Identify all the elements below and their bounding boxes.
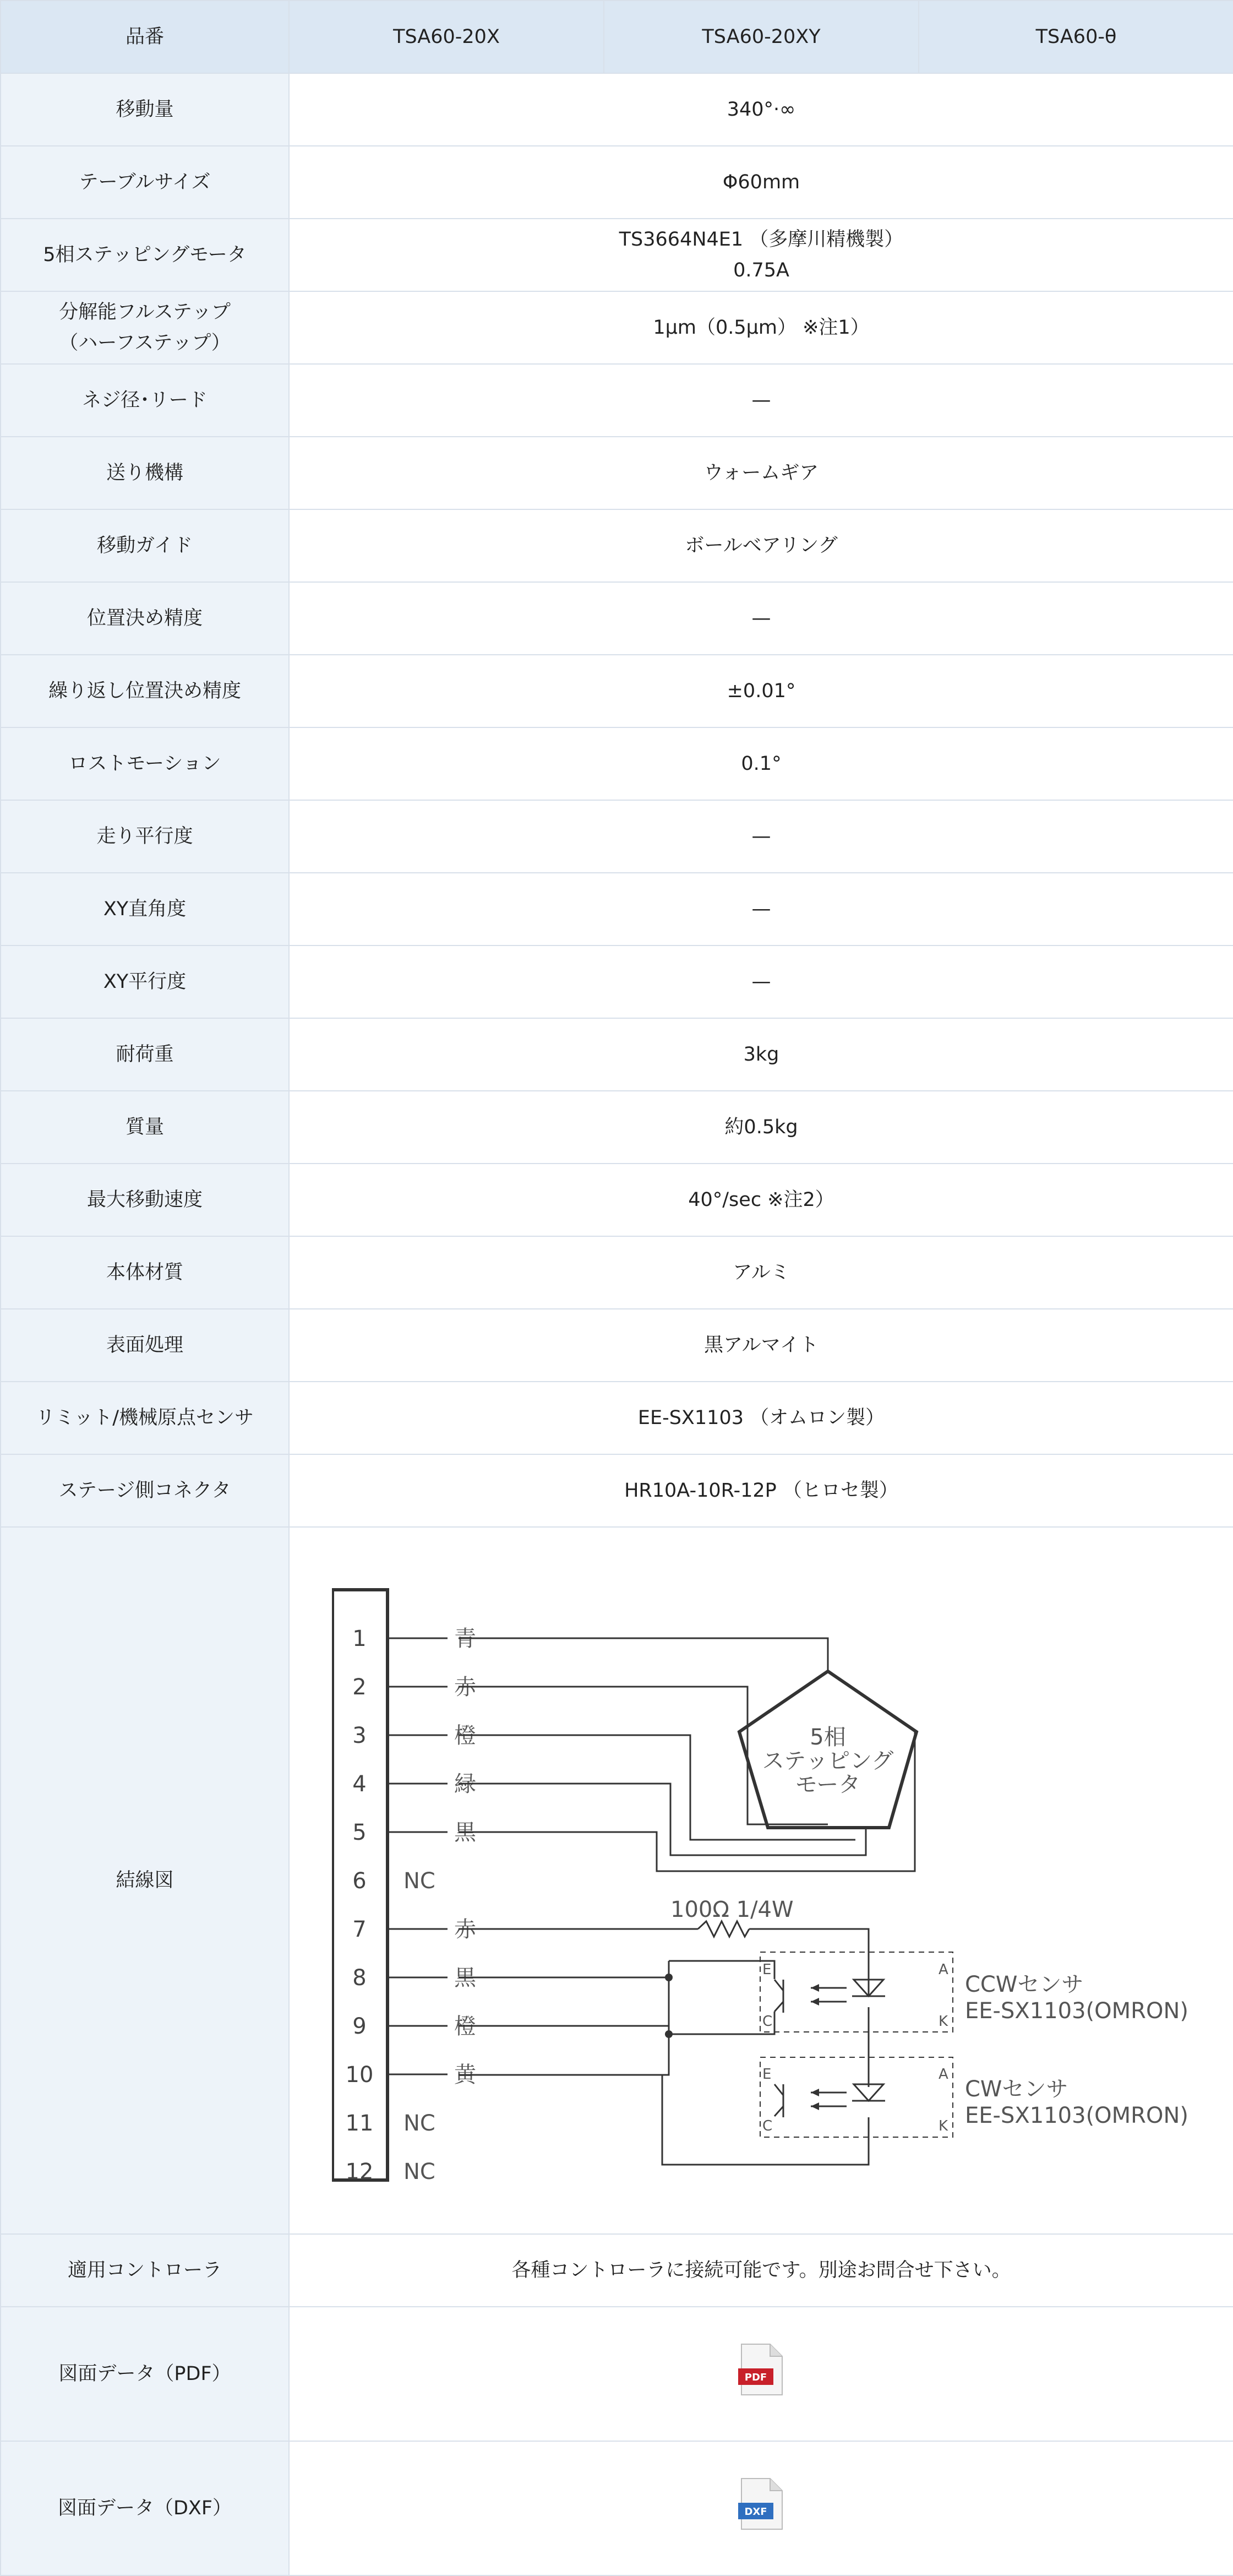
row-label	[1, 800, 289, 873]
spec-row	[1, 364, 1233, 437]
connector-pins	[346, 1626, 477, 2184]
spec-row	[1, 219, 1233, 291]
row-value-text: 1μm（0.5μm） ※注1）	[653, 317, 870, 339]
row-label	[1, 73, 289, 146]
svg-text:A: A	[939, 1961, 948, 1978]
row-label	[1, 146, 289, 219]
row-value-text: 340°·∞	[727, 99, 796, 121]
row-label-text: 走り平行度	[96, 825, 193, 847]
row-label-text: 最大移動速度	[86, 1189, 203, 1211]
row-label	[1, 727, 289, 800]
motor-label	[762, 1725, 893, 1797]
row-value-text: 黒アルマイト	[704, 1334, 819, 1356]
wire-color-label: 緑	[454, 1771, 476, 1797]
row-value	[289, 582, 1233, 655]
header-row	[1, 1, 1233, 73]
row-value	[289, 291, 1233, 364]
wire-color-label: 赤	[454, 1917, 476, 1942]
row-value	[289, 437, 1233, 509]
row-label-text: XY直角度	[103, 898, 187, 920]
row-value	[289, 873, 1233, 945]
row-value	[289, 509, 1233, 582]
spec-row	[1, 1454, 1233, 1527]
spec-row	[1, 655, 1233, 727]
motor-label-line: ステッピング	[762, 1748, 894, 1774]
row-label	[1, 509, 289, 582]
row-value-text: Φ60mm	[722, 171, 800, 193]
row-label-text: テーブルサイズ	[79, 171, 211, 193]
header-label: 品番	[1, 1, 289, 73]
wire-color-label: 青	[454, 1626, 476, 1651]
row-label-text: ロストモーション	[68, 753, 221, 775]
row-label: 適用コントローラ	[1, 2234, 289, 2307]
wire-color-label: 赤	[454, 1675, 476, 1700]
row-label: 図面データ（DXF）	[1, 2441, 289, 2575]
row-value-text: —	[751, 607, 771, 629]
row-value	[289, 219, 1233, 291]
row-label	[1, 1236, 289, 1309]
wire-color-label: NC	[403, 2111, 435, 2136]
model-tsa60-20xy: TSA60-20XY	[604, 1, 919, 73]
row-label-subtext: （ハーフステップ）	[59, 332, 231, 354]
svg-text:C: C	[762, 2013, 773, 2030]
pdf-icon-text: PDF	[744, 2371, 767, 2383]
row-label-text: 質量	[125, 1116, 164, 1138]
cw-sensor-box	[760, 2057, 953, 2137]
svg-text:K: K	[939, 2118, 948, 2134]
row-label-text: 本体材質	[106, 1262, 183, 1284]
pin-number: 12	[345, 2159, 374, 2184]
row-value	[289, 146, 1233, 219]
svg-text:K: K	[939, 2013, 948, 2030]
controller-row	[1, 2234, 1233, 2307]
cw-sensor-model: EE-SX1103(OMRON)	[965, 2103, 1188, 2128]
row-value	[289, 945, 1233, 1018]
row-value-text: EE-SX1103 （オムロン製）	[637, 1407, 885, 1429]
row-label-text: XY平行度	[103, 971, 187, 993]
row-label-text: 繰り返し位置決め精度	[48, 680, 241, 702]
drawing-pdf-row	[1, 2307, 1233, 2441]
row-label-text: 耐荷重	[116, 1044, 174, 1066]
wire-color-label: 橙	[454, 2014, 476, 2039]
row-label	[1, 582, 289, 655]
row-value-text: 3kg	[743, 1044, 779, 1066]
ccw-sensor-box	[760, 1952, 953, 2032]
drawing-dxf-cell	[289, 2441, 1233, 2575]
row-label-text: ネジ径･リード	[82, 389, 208, 411]
dxf-file-icon[interactable]	[737, 2476, 785, 2531]
row-value-text: 約0.5kg	[724, 1116, 798, 1138]
row-value-text: アルミ	[733, 1262, 790, 1284]
sensor-pin-labels	[762, 1961, 948, 2134]
spec-row	[1, 1091, 1233, 1164]
spec-row	[1, 437, 1233, 509]
ccw-sensor-model: EE-SX1103(OMRON)	[965, 1998, 1188, 2024]
pdf-file-icon[interactable]	[737, 2342, 785, 2397]
row-value-text: ボールベアリング	[685, 535, 838, 557]
wire-color-label: 黒	[454, 1820, 476, 1845]
svg-text:C: C	[762, 2118, 773, 2134]
wiring-diagram	[332, 1567, 1191, 2194]
row-label-text: 移動量	[116, 99, 174, 121]
spec-row	[1, 146, 1233, 219]
row-label: 図面データ（PDF）	[1, 2307, 289, 2441]
wire-color-label: NC	[403, 1868, 435, 1894]
row-value-text: —	[751, 825, 771, 847]
row-value-text: TS3664N4E1 （多摩川精機製）	[619, 229, 904, 251]
row-label	[1, 364, 289, 437]
row-value	[289, 1382, 1233, 1454]
row-label: 結線図	[1, 1527, 289, 2234]
wire-color-label: 黄	[454, 2062, 476, 2088]
row-label	[1, 1164, 289, 1236]
drawing-dxf-row	[1, 2441, 1233, 2575]
row-label	[1, 1454, 289, 1527]
pin-number: 9	[352, 2014, 367, 2039]
spec-row	[1, 1236, 1233, 1309]
pin-number: 7	[352, 1917, 367, 1942]
row-label	[1, 655, 289, 727]
row-value-subtext: 0.75A	[733, 259, 789, 281]
svg-text:E: E	[762, 2066, 772, 2083]
row-value	[289, 73, 1233, 146]
row-value: 各種コントローラに接続可能です。別途お問合せ下さい。	[289, 2234, 1233, 2307]
wire-color-label: 黒	[454, 1965, 476, 1991]
wire-color-label: 橙	[454, 1723, 476, 1748]
junction-dots	[665, 1974, 819, 2110]
drawing-pdf-cell	[289, 2307, 1233, 2441]
row-value-text: HR10A-10R-12P （ヒロセ製）	[624, 1480, 898, 1502]
wire-color-label: NC	[403, 2159, 435, 2184]
motor-label-line: モータ	[795, 1772, 861, 1797]
resistor-label: 100Ω 1/4W	[670, 1897, 794, 1922]
row-label-text: リミット/機械原点センサ	[35, 1407, 254, 1429]
row-label-text: ステージ側コネクタ	[58, 1480, 231, 1502]
spec-row	[1, 1309, 1233, 1382]
spec-row	[1, 73, 1233, 146]
wiring-diagram-cell	[289, 1527, 1233, 2234]
row-value-text: ±0.01°	[727, 680, 796, 702]
row-value	[289, 1454, 1233, 1527]
row-label	[1, 1382, 289, 1454]
cw-sensor-label: CWセンサ	[965, 2077, 1068, 2102]
row-value	[289, 800, 1233, 873]
pin-number: 3	[352, 1723, 367, 1748]
row-value-text: ウォームギア	[703, 462, 819, 484]
pin-number: 8	[352, 1965, 367, 1991]
row-label	[1, 219, 289, 291]
spec-row	[1, 800, 1233, 873]
ccw-sensor-label: CCWセンサ	[965, 1972, 1084, 1997]
row-label	[1, 437, 289, 509]
row-label-text: 分解能フルステップ	[59, 301, 231, 323]
model-tsa60-20x: TSA60-20X	[289, 1, 604, 73]
row-label	[1, 873, 289, 945]
spec-row	[1, 1164, 1233, 1236]
spec-row	[1, 291, 1233, 364]
row-label	[1, 1091, 289, 1164]
row-label	[1, 1309, 289, 1382]
row-value	[289, 1164, 1233, 1236]
pin-number: 2	[352, 1675, 367, 1700]
spec-row	[1, 945, 1233, 1018]
row-value-text: —	[751, 898, 771, 920]
row-value	[289, 1309, 1233, 1382]
row-label-text: 送り機構	[106, 462, 183, 484]
spec-row	[1, 1018, 1233, 1091]
pin-number: 4	[352, 1771, 367, 1797]
row-label	[1, 1018, 289, 1091]
pin-number: 10	[345, 2062, 374, 2088]
pin-number: 5	[352, 1820, 367, 1845]
row-value-text: —	[751, 971, 771, 993]
dxf-icon-text: DXF	[744, 2506, 767, 2518]
motor-label-line: 5相	[810, 1725, 846, 1750]
row-value	[289, 364, 1233, 437]
spec-row	[1, 873, 1233, 945]
pin-number: 1	[352, 1626, 367, 1651]
row-value	[289, 727, 1233, 800]
row-value-text: 0.1°	[741, 753, 782, 775]
row-label-text: 移動ガイド	[97, 535, 193, 557]
spec-row	[1, 1382, 1233, 1454]
row-label-text: 位置決め精度	[86, 607, 203, 629]
spec-row	[1, 582, 1233, 655]
spec-row	[1, 727, 1233, 800]
row-value	[289, 655, 1233, 727]
row-value-text: 40°/sec ※注2）	[688, 1189, 834, 1211]
sensor-wiring	[459, 1921, 953, 2165]
row-label-text: 5相ステッピングモータ	[43, 244, 247, 266]
pin-number: 11	[345, 2111, 374, 2136]
row-value-text: —	[751, 389, 771, 411]
svg-text:A: A	[939, 2066, 948, 2083]
row-label	[1, 291, 289, 364]
row-value	[289, 1018, 1233, 1091]
wiring-row	[1, 1527, 1233, 2234]
row-label	[1, 945, 289, 1018]
row-label-text: 表面処理	[106, 1334, 183, 1356]
row-value	[289, 1236, 1233, 1309]
row-value	[289, 1091, 1233, 1164]
spec-row	[1, 509, 1233, 582]
svg-text:E: E	[762, 1961, 772, 1978]
model-tsa60-theta: TSA60-θ	[919, 1, 1233, 73]
pin-number: 6	[352, 1868, 367, 1894]
